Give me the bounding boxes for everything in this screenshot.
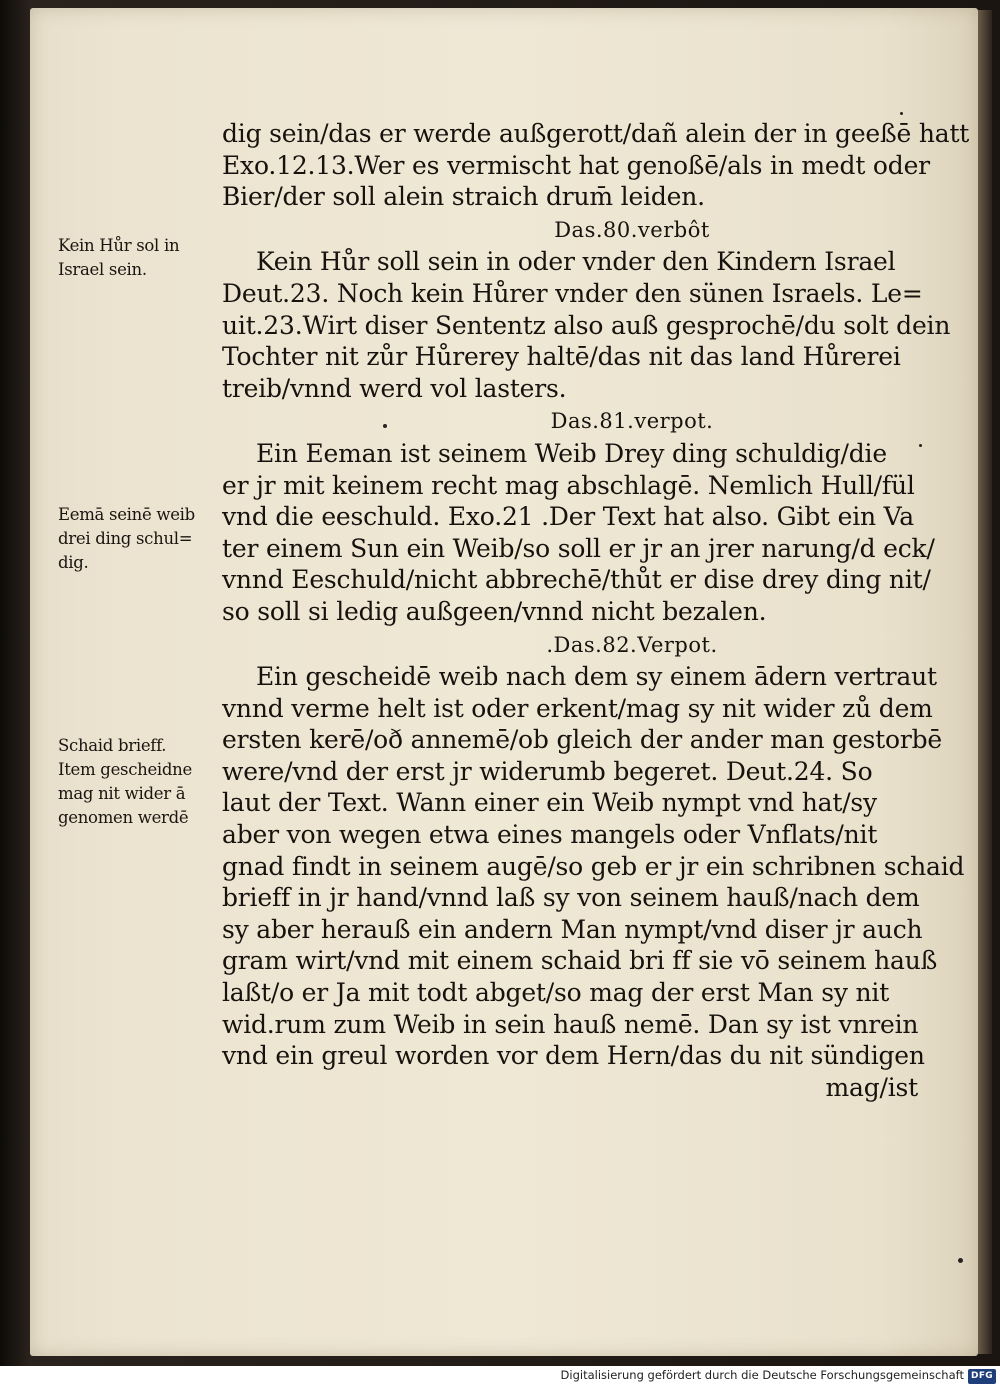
margin-note (58, 503, 228, 575)
text-line: vnnd verme helt ist oder erkent/mag sy nit wider zů dem (222, 693, 933, 723)
text-line: gram wirt/vnd mit einem schaid bri ff sie vō seinem hauß (222, 946, 938, 976)
section-heading: .Das.82.Verpot. (546, 632, 718, 657)
text-line: Ein Eeman ist seinem Weib Drey ding schuldig/die (256, 438, 887, 468)
margin-note-line: mag nit wider ā (58, 784, 186, 803)
page-edge (978, 10, 992, 1354)
text-line: Exo.12.13.Wer es vermischt hat genoßē/als in medt oder (222, 150, 930, 180)
text-line: er jr mit keinem recht mag abschlagē. Nemlich Hull/fül (222, 470, 915, 500)
text-line: so soll si ledig außgeen/vnnd nicht bezalen. (222, 596, 767, 626)
margin-note-line: drei ding schul= (58, 529, 193, 548)
ink-speck (958, 1258, 963, 1263)
text-line: were/vnd der erst jr widerumb begeret. Deut.24. So (222, 756, 873, 786)
dfg-logo-icon: DFG (968, 1369, 996, 1384)
text-line: aber von wegen etwa eines mangels oder Vnflats/nit (222, 820, 878, 850)
ink-speck (919, 444, 922, 447)
text-line: Deut.23. Noch kein Hůrer vnder den sünen Israels. Le= (222, 278, 923, 308)
text-line: vnd die eeschuld. Exo.21 .Der Text hat also. Gibt ein Va (222, 502, 914, 532)
text-line: ter einem Sun ein Weib/so soll er jr an jrer narung/d eck/ (222, 533, 935, 563)
ink-speck (900, 112, 903, 115)
text-line: Tochter nit zůr Hůrerey haltē/das nit das land Hůrerei (222, 342, 901, 372)
ink-speck (383, 424, 387, 428)
text-line: treib/vnnd werd vol lasters. (222, 373, 567, 403)
text-line: vnnd Eeschuld/nicht abbrechē/thůt er dise drey ding nit/ (222, 565, 931, 595)
main-text-block (222, 118, 970, 1103)
footer-bar (0, 1366, 1000, 1388)
text-line: dig sein/das er werde außgerott/dañ alein der in geeßē hatt (222, 119, 970, 148)
text-line: Kein Hůr soll sein in oder vnder den Kindern Israel (256, 247, 896, 277)
margin-note-line: Item gescheidne (58, 760, 192, 779)
section-heading: Das.81.verpot. (550, 409, 714, 434)
text-line: sy aber herauß ein andern Man nympt/vnd diser jr auch (222, 914, 923, 944)
margin-note-line: Eemā seinē weib (58, 505, 195, 524)
text-line: laßt/o er Ja mit todt abget/so mag der erst Man sy nit (222, 978, 890, 1008)
text-line: brieff in jr hand/vnnd laß sy von seinem hauß/nach dem (222, 883, 920, 913)
margin-note-line: Israel sein. (58, 260, 147, 279)
text-line: mag/ist (825, 1072, 918, 1102)
text-line: wid.rum zum Weib in sein hauß nemē. Dan sy ist vnrein (222, 1009, 919, 1039)
text-line: ersten kerē/oð annemē/ob gleich der ander man gestorbē (222, 725, 943, 755)
margin-note-line: Kein Hůr sol in (58, 236, 180, 255)
section-heading: Das.80.verbôt (554, 217, 710, 242)
text-line: Bier/der soll alein straich drum̄ leiden. (222, 182, 705, 212)
margin-note-line: genomen werdē (58, 808, 189, 827)
margin-note-line: Schaid brieff. (58, 736, 167, 755)
margin-note (58, 734, 228, 830)
text-line: uit.23.Wirt diser Sententz also auß gesprochē/du solt dein (222, 310, 951, 340)
text-line: gnad findt in seinem augē/so geb er jr ein schribnen schaid (222, 851, 965, 881)
text-line: laut der Text. Wann einer ein Weib nympt vnd hat/sy (222, 788, 877, 818)
margin-note (58, 234, 228, 282)
text-line: Ein gescheidē weib nach dem sy einem ādern vertraut (256, 662, 937, 692)
text-line: vnd ein greul worden vor dem Hern/das du nit sündigen (222, 1041, 925, 1071)
margin-note-line: dig. (58, 553, 89, 572)
footer-credit: Digitalisierung gefördert durch die Deutsche Forschungsgemeinschaft (560, 1368, 964, 1382)
